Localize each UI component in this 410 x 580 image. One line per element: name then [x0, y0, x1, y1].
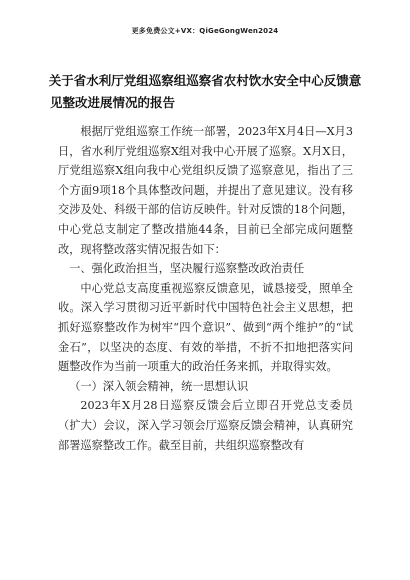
document-body [58, 122, 353, 455]
document-title [40, 70, 370, 114]
section-1-paragraph: 中心党总支高度重视巡察反馈意见，诚恳接受，照单全收。深入学习贯彻习近平新时代中国特色社会主义思想，把抓好巡察整改作为树牢“四个意识”、做到“两个维护”的“试金石”，以坚决的态度、有效的举措，不折不扣地把落实问题整改作为当前一项重大的政治任务来抓，并取得实效。 [58, 281, 353, 374]
intro-paragraph: 根据厅党组巡察工作统一部署，2023年X月4日—X月3日，省水利厅党组巡察X组对我中心开展了巡察。X月X日，厅党组巡察X组向我中心党组织反馈了巡察意见，指出了三个方面9项18个具体整改问题，并提出了意见建议。没有移交涉及处、科级干部的信访反映件。针对反馈的18个问题，中心党总支制定了整改措施44条，目前已全部完成问题整改，现将整改落实情况报告如下： [58, 125, 353, 256]
document-title-line-2: 见整改进展情况的报告 [50, 95, 176, 110]
section-heading-1: 一、强化政治担当，坚决履行巡察整改政治责任 [69, 262, 305, 276]
subsection-heading-1: （一）深入领会精神，统一思想认识 [69, 379, 249, 393]
header-promo-note: 更多免费公文+VX：QiGeGongWen2024 [131, 27, 279, 35]
subsection-1-paragraph: 2023年X月28日巡察反馈会后立即召开党总支委员（扩大）会议，深入学习领会厅巡察反馈会精神，认真研究部署巡察整改工作。截至目前，共组织巡察整改有 [58, 399, 353, 452]
document-title-line-1: 关于省水利厅党组巡察组巡察省农村饮水安全中心反馈意 [48, 73, 362, 88]
